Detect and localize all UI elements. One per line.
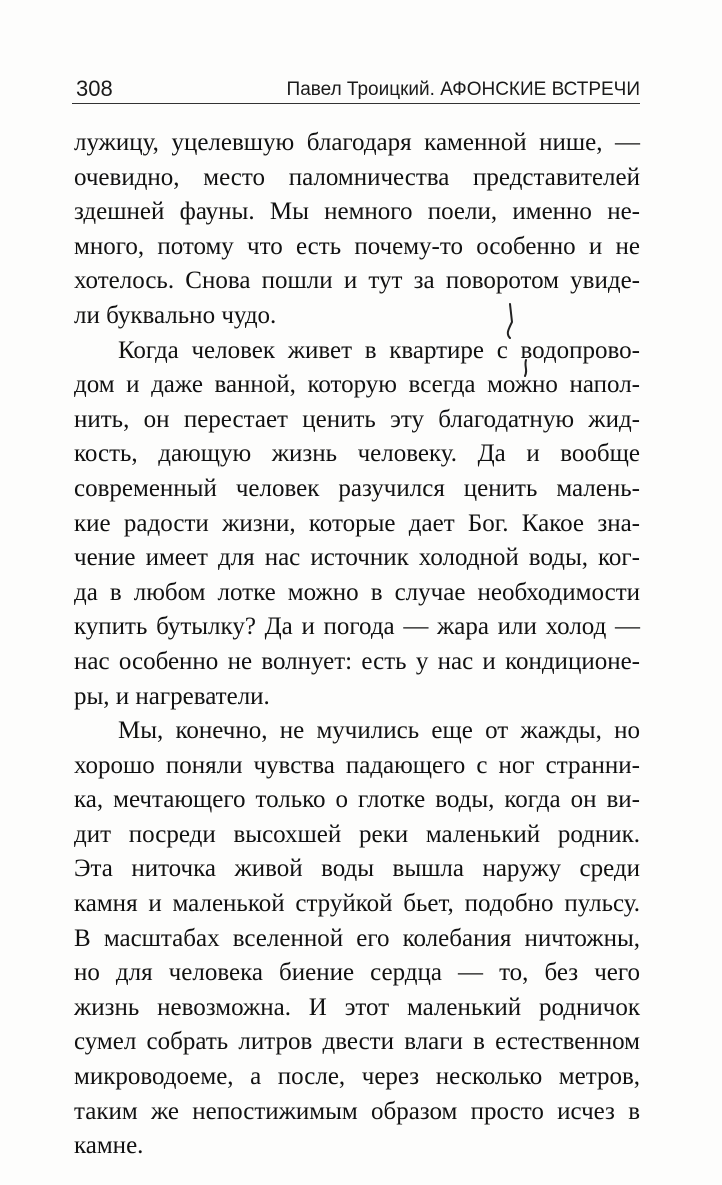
text-line: здешней фауны. Мы немного поели, именно не- (74, 198, 640, 226)
text-line: нас особенно не волнует: есть у нас и кондиционе- (74, 647, 640, 675)
text-line: много, потому что есть почему-то особенно и не (74, 232, 640, 260)
text-line: дит посреди высохшей реки маленький родник. (74, 820, 640, 848)
text-line: ли буквально чудо. (74, 301, 277, 329)
text-line: очевидно, место паломничества представителей (74, 163, 640, 191)
text-line: жизнь невозможна. И этот маленький родничок (74, 993, 640, 1021)
pen-mark (498, 300, 538, 380)
text-line: В масштабах вселенной его колебания ничтожны, (74, 924, 640, 952)
page-header (74, 74, 640, 106)
header-divider (72, 103, 640, 104)
text-line: хорошо поняли чувства падающего с ног странни- (74, 751, 640, 779)
body-text (74, 126, 640, 1164)
text-line: ры, и нагреватели. (74, 682, 270, 710)
text-line: лужицу, уцелевшую благодаря каменной нише, — (74, 129, 640, 156)
running-title: Павел Троицкий. АФОНСКИЕ ВСТРЕЧИ (286, 79, 640, 100)
paragraph-3 (74, 714, 640, 1164)
text-line: современный человек разучился ценить малень- (74, 474, 640, 502)
text-line: камня и маленькой струйкой бьет, подобно пульсу. (74, 890, 640, 918)
text-line: кость, дающую жизнь человеку. Да и вообще (74, 440, 640, 468)
text-line: да в любом лотке можно в случае необходимости (74, 578, 640, 606)
text-line: микроводоеме, а после, через несколько метров, (74, 1063, 640, 1091)
paragraph-2 (74, 334, 640, 715)
text-line: ка, мечтающего только о глотке воды, когда он ви- (74, 786, 640, 814)
text-line: хотелось. Снова пошли и тут за поворотом увиде- (74, 267, 640, 295)
text-line: камне. (74, 1132, 144, 1160)
text-line: сумел собрать литров двести влаги в естественном (74, 1028, 640, 1056)
text-line: таким же непостижимым образом просто исчез в (74, 1097, 640, 1125)
text-line: Когда человек живет в квартире с водопрово- (118, 336, 640, 364)
text-line: дом и даже ванной, которую всегда можно напол- (74, 371, 640, 399)
page-number: 308 (76, 76, 113, 101)
text-line: кие радости жизни, которые дает Бог. Какое зна- (74, 509, 640, 537)
text-line: чение имеет для нас источник холодной воды, ког- (74, 544, 640, 572)
text-line: купить бутылку? Да и погода — жара или холод — (74, 613, 640, 641)
text-line: нить, он перестает ценить эту благодатную жид- (74, 405, 640, 433)
text-line: Эта ниточка живой воды вышла наружу среди (74, 855, 640, 883)
paragraph-1 (74, 126, 640, 334)
text-line: Мы, конечно, не мучились еще от жажды, но (118, 717, 640, 745)
text-line: но для человека биение сердца — то, без чего (74, 959, 640, 987)
